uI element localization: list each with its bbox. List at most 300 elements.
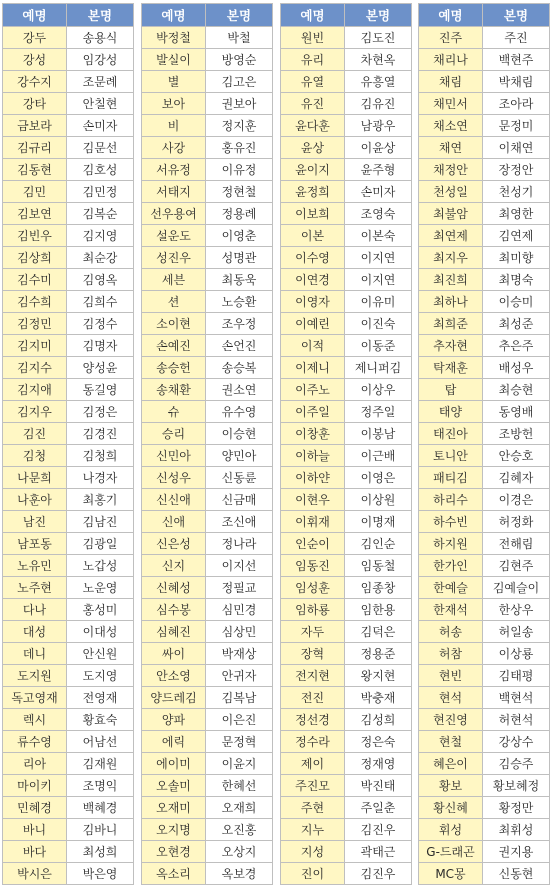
real-name-cell: 문정미 [483,115,550,137]
stage-name-cell: 한재석 [419,599,483,621]
table-row [3,599,134,621]
table-row [281,225,412,247]
table-row [281,445,412,467]
table-row [419,709,550,731]
real-name-cell: 조영숙 [345,203,412,225]
stage-name-cell: 류수영 [3,731,67,753]
real-name-cell: 최성준 [483,313,550,335]
table-row [3,775,134,797]
table-row [142,115,273,137]
stage-name-cell: 오솔미 [142,775,206,797]
stage-name-cell: 이창훈 [281,423,345,445]
stage-name-header: 예명 [281,4,345,27]
stage-name-cell: 바니 [3,819,67,841]
real-name-cell: 김진우 [345,819,412,841]
real-name-cell: 정주일 [345,401,412,423]
real-name-cell: 박재상 [206,643,273,665]
table-row [142,445,273,467]
stage-name-cell: 강성 [3,49,67,71]
table-row [3,247,134,269]
table-row [3,159,134,181]
stage-name-cell: 소이현 [142,313,206,335]
real-name-cell: 김연제 [483,225,550,247]
table-row [142,401,273,423]
real-name-cell: 권소연 [206,379,273,401]
table-row [142,71,273,93]
table-row [281,247,412,269]
table-row [419,27,550,49]
stage-name-cell: 에릭 [142,731,206,753]
real-name-cell: 김혜자 [483,467,550,489]
real-name-cell: 허현석 [483,709,550,731]
stage-name-cell: 김청 [3,445,67,467]
real-name-cell: 조명익 [67,775,134,797]
stage-name-cell: 진주 [419,27,483,49]
stage-name-cell: 옥소리 [142,863,206,885]
table-row [419,643,550,665]
stage-name-cell: 전진 [281,687,345,709]
stage-name-cell: 최연제 [419,225,483,247]
table-row [3,665,134,687]
stage-name-cell: 패티김 [419,467,483,489]
table-row [281,621,412,643]
real-name-cell: 노갑성 [67,555,134,577]
stage-name-cell: 보아 [142,93,206,115]
table-row [419,71,550,93]
stage-name-cell: 남진 [3,511,67,533]
table-row [419,445,550,467]
stage-name-cell: 지성 [281,841,345,863]
table-row [281,357,412,379]
real-name-cell: 문정혁 [206,731,273,753]
table-row [3,379,134,401]
table-row [142,49,273,71]
table-row [281,49,412,71]
table-row [281,511,412,533]
table-row [281,115,412,137]
stage-name-cell: 바다 [3,841,67,863]
real-name-cell: 이채연 [483,137,550,159]
table-row [419,819,550,841]
real-name-cell: 심상민 [206,621,273,643]
real-name-cell: 조신애 [206,511,273,533]
real-name-cell: 이유정 [206,159,273,181]
table-row [419,181,550,203]
real-name-cell: 안신원 [67,643,134,665]
table-row [3,49,134,71]
table-row [3,115,134,137]
stage-name-cell: 양드레김 [142,687,206,709]
real-name-cell: 이본숙 [345,225,412,247]
real-name-cell: 이대성 [67,621,134,643]
stage-name-cell: 허송 [419,621,483,643]
real-name-cell: 김광일 [67,533,134,555]
real-name-cell: 김바니 [67,819,134,841]
table-row [281,665,412,687]
table-row [142,863,273,885]
table-row [419,665,550,687]
real-name-cell: 도지영 [67,665,134,687]
table-row [419,599,550,621]
table-row [281,709,412,731]
real-name-cell: 이지연 [345,247,412,269]
real-name-cell: 노승환 [206,291,273,313]
real-name-cell: 오재희 [206,797,273,819]
real-name-cell: 이명재 [345,511,412,533]
table-row [3,401,134,423]
stage-name-cell: 김지수 [3,357,67,379]
real-name-cell: 김유진 [345,93,412,115]
table-row [142,555,273,577]
stage-name-cell: 현석 [419,687,483,709]
real-name-cell: 성명관 [206,247,273,269]
stage-name-cell: 임하룡 [281,599,345,621]
table-row [419,291,550,313]
stage-name-cell: 송채환 [142,379,206,401]
real-name-cell: 김재원 [67,753,134,775]
stage-name-cell: 노유민 [3,555,67,577]
real-name-cell: 최성희 [67,841,134,863]
table-row [281,423,412,445]
stage-name-cell: 강두 [3,27,67,49]
stage-name-cell: 사강 [142,137,206,159]
stage-name-cell: 성진우 [142,247,206,269]
stage-name-cell: 최진희 [419,269,483,291]
table-row [419,753,550,775]
table-row [142,687,273,709]
real-name-header: 본명 [483,4,550,27]
real-name-cell: 김진우 [345,863,412,885]
table-row [142,313,273,335]
stage-name-cell: 윤이지 [281,159,345,181]
real-name-cell: 이은진 [206,709,273,731]
stage-name-cell: 박시은 [3,863,67,885]
table-row [3,489,134,511]
real-name-cell: 권보아 [206,93,273,115]
real-name-cell: 이지선 [206,555,273,577]
table-row [281,555,412,577]
real-name-cell: 양성윤 [67,357,134,379]
real-name-cell: 천성기 [483,181,550,203]
real-name-cell: 권지용 [483,841,550,863]
stage-name-header: 예명 [142,4,206,27]
stage-name-cell: 김진 [3,423,67,445]
stage-name-cell: 박정철 [142,27,206,49]
real-name-cell: 손미자 [67,115,134,137]
real-name-cell: 최미향 [483,247,550,269]
real-name-cell: 백현주 [483,49,550,71]
stage-name-cell: 발실이 [142,49,206,71]
real-name-cell: 정나라 [206,533,273,555]
stage-name-cell: 이영자 [281,291,345,313]
real-name-cell: 정현철 [206,181,273,203]
real-name-cell: 황보혜정 [483,775,550,797]
real-name-cell: 홍유진 [206,137,273,159]
table-row [142,665,273,687]
stage-name-cell: 서유정 [142,159,206,181]
stage-name-cell: 심혜진 [142,621,206,643]
table-row [142,511,273,533]
real-name-cell: 이진숙 [345,313,412,335]
table-row [142,533,273,555]
stage-name-cell: 김상희 [3,247,67,269]
table-row [142,731,273,753]
table-row [281,863,412,885]
real-name-cell: 김정은 [67,401,134,423]
stage-name-cell: 김민 [3,181,67,203]
stage-name-cell: 비 [142,115,206,137]
table-row [419,335,550,357]
stage-name-cell: 선우용여 [142,203,206,225]
stage-name-cell: 남포동 [3,533,67,555]
real-name-cell: 임한용 [345,599,412,621]
real-name-cell: 이동준 [345,335,412,357]
real-name-cell: 오진홍 [206,819,273,841]
table-row [142,269,273,291]
real-name-cell: 이승미 [483,291,550,313]
stage-name-cell: 민혜경 [3,797,67,819]
real-name-cell: 이상우 [345,379,412,401]
table-row [419,137,550,159]
stage-name-cell: MC몽 [419,863,483,885]
real-name-cell: 김민정 [67,181,134,203]
stage-name-cell: 채리나 [419,49,483,71]
stage-name-cell: 한예슬 [419,577,483,599]
real-name-cell: 최휘성 [483,819,550,841]
real-name-cell: 임강성 [67,49,134,71]
real-name-cell: 박채림 [483,71,550,93]
stage-name-header: 예명 [3,4,67,27]
real-name-cell: 김고은 [206,71,273,93]
stage-name-cell: 신은성 [142,533,206,555]
stage-name-cell: 장혁 [281,643,345,665]
stage-name-cell: 황신혜 [419,797,483,819]
real-name-cell: 김태평 [483,665,550,687]
table-row [281,797,412,819]
stage-name-cell: 심수봉 [142,599,206,621]
table-row [281,841,412,863]
table-row [3,797,134,819]
stage-name-cell: 천성일 [419,181,483,203]
real-name-cell: 이상원 [345,489,412,511]
table-row [419,775,550,797]
stage-name-cell: 최불암 [419,203,483,225]
real-name-cell: 조방헌 [483,423,550,445]
stage-name-cell: 인순이 [281,533,345,555]
real-name-cell: 남광우 [345,115,412,137]
table-row [419,93,550,115]
table-row [419,511,550,533]
stage-name-cell: 태양 [419,401,483,423]
real-name-cell: 이윤상 [345,137,412,159]
stage-name-cell: 이본 [281,225,345,247]
real-name-cell: 조우정 [206,313,273,335]
stage-name-cell: 오재미 [142,797,206,819]
real-name-cell: 왕지현 [345,665,412,687]
table-row [281,753,412,775]
stage-name-cell: 대성 [3,621,67,643]
table-row [3,731,134,753]
real-name-cell: 김문선 [67,137,134,159]
stage-name-cell: 하수빈 [419,511,483,533]
stage-name-cell: 승리 [142,423,206,445]
real-name-cell: 안칠현 [67,93,134,115]
table-row [281,489,412,511]
stage-name-cell: 탁재훈 [419,357,483,379]
table-row [419,401,550,423]
stage-name-cell: 현진영 [419,709,483,731]
real-name-cell: 김덕은 [345,621,412,643]
real-name-cell: 황정만 [483,797,550,819]
table-row [281,599,412,621]
real-name-cell: 배성우 [483,357,550,379]
real-name-cell: 동영배 [483,401,550,423]
real-name-cell: 심민경 [206,599,273,621]
real-name-cell: 최영한 [483,203,550,225]
table-row [281,181,412,203]
real-name-header: 본명 [206,4,273,27]
stage-name-cell: 유열 [281,71,345,93]
stage-name-cell: 금보라 [3,115,67,137]
real-name-cell: 김승주 [483,753,550,775]
table-row [142,137,273,159]
table-row [142,599,273,621]
real-name-cell: 유수영 [206,401,273,423]
real-name-cell: 백혜경 [67,797,134,819]
table-row [281,27,412,49]
real-name-cell: 강상수 [483,731,550,753]
table-row [3,709,134,731]
table-row [419,555,550,577]
real-name-header: 본명 [67,4,134,27]
table-row [3,313,134,335]
real-name-cell: 신동현 [483,863,550,885]
real-name-cell: 추은주 [483,335,550,357]
table-row [281,467,412,489]
real-name-cell: 김희수 [67,291,134,313]
real-name-cell: 허정화 [483,511,550,533]
table-row [3,27,134,49]
table-row [142,357,273,379]
stage-name-cell: 윤상 [281,137,345,159]
stage-name-cell: 신신애 [142,489,206,511]
table-row [142,335,273,357]
table-row [281,71,412,93]
real-name-cell: 이봉남 [345,423,412,445]
real-name-cell: 오상지 [206,841,273,863]
stage-name-cell: 신성우 [142,467,206,489]
real-name-cell: 최승현 [483,379,550,401]
stage-name-cell: 이수영 [281,247,345,269]
table-row [142,643,273,665]
real-name-cell: 윤주형 [345,159,412,181]
table-row [419,357,550,379]
stage-name-cell: 정선경 [281,709,345,731]
table-row [3,181,134,203]
table-row [281,401,412,423]
real-name-cell: 김복남 [206,687,273,709]
table-row [419,489,550,511]
real-name-cell: 김호성 [67,159,134,181]
real-name-cell: 안승호 [483,445,550,467]
table-row [281,137,412,159]
real-name-cell: 유흥열 [345,71,412,93]
real-name-cell: 박은영 [67,863,134,885]
stage-name-cell: 손예진 [142,335,206,357]
stage-name-cell: 한가인 [419,555,483,577]
real-name-cell: 김명자 [67,335,134,357]
table-row [281,819,412,841]
table-row [3,71,134,93]
stage-name-cell: 김수희 [3,291,67,313]
table-row [419,49,550,71]
table-row [419,115,550,137]
stage-name-cell: 주진모 [281,775,345,797]
table-row [142,225,273,247]
stage-name-header: 예명 [419,4,483,27]
name-table-4 [418,3,550,885]
table-row [3,577,134,599]
table-row [419,731,550,753]
table-row [419,313,550,335]
real-name-cell: 곽태근 [345,841,412,863]
table-row [3,137,134,159]
table-row [3,357,134,379]
stage-name-cell: 주현 [281,797,345,819]
real-name-cell: 손언진 [206,335,273,357]
table-row [3,335,134,357]
table-row [3,621,134,643]
stage-name-cell: 세븐 [142,269,206,291]
table-row [142,379,273,401]
table-row [281,775,412,797]
real-name-cell: 김성희 [345,709,412,731]
real-name-cell: 김남진 [67,511,134,533]
stage-name-cell: 설운도 [142,225,206,247]
real-name-cell: 옥보경 [206,863,273,885]
real-name-cell: 이승현 [206,423,273,445]
stage-name-cell: 이휘재 [281,511,345,533]
stage-name-cell: 원빈 [281,27,345,49]
table-row [142,797,273,819]
real-name-cell: 김도진 [345,27,412,49]
table-row [142,841,273,863]
real-name-cell: 나경자 [67,467,134,489]
stage-name-cell: 신혜성 [142,577,206,599]
table-row [142,203,273,225]
stage-name-cell: 에이미 [142,753,206,775]
stage-name-cell: 강타 [3,93,67,115]
table-row [419,687,550,709]
table-row [3,467,134,489]
table-row [281,687,412,709]
table-row [281,643,412,665]
table-row [142,159,273,181]
real-name-cell: 김지영 [67,225,134,247]
stage-name-cell: 강수지 [3,71,67,93]
real-name-cell: 허일송 [483,621,550,643]
stage-name-cell: 나문희 [3,467,67,489]
real-name-cell: 한혜선 [206,775,273,797]
real-name-cell: 김예슬이 [483,577,550,599]
real-name-cell: 차현옥 [345,49,412,71]
table-row [419,225,550,247]
table-row [281,379,412,401]
table-row [281,577,412,599]
real-name-cell: 정용준 [345,643,412,665]
stage-name-cell: 휘성 [419,819,483,841]
real-name-cell: 정지훈 [206,115,273,137]
